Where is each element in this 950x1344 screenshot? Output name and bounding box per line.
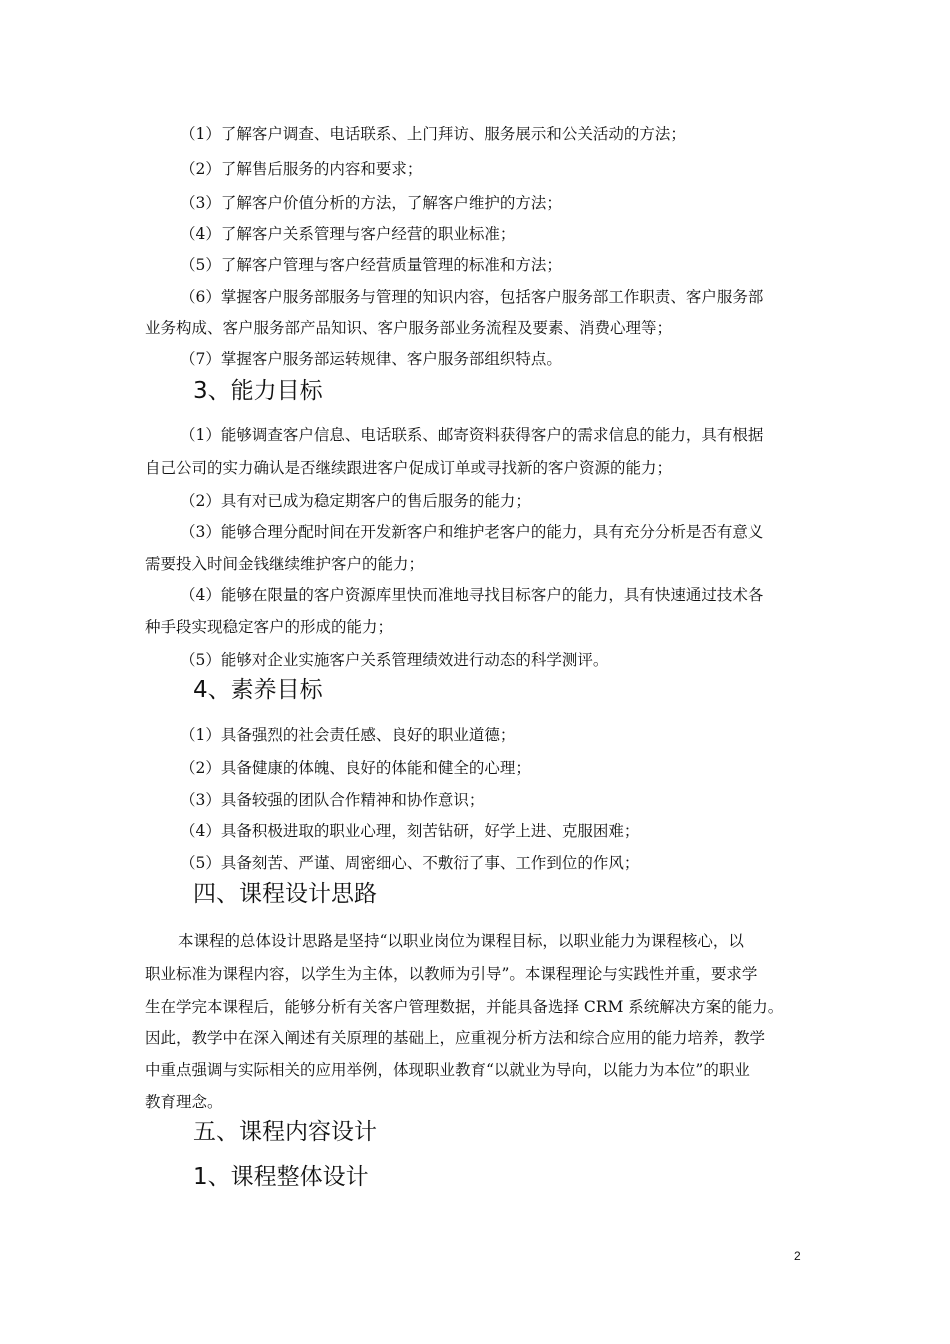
knowledge-item: 业务构成、客户服务部产品知识、客户服务部业务流程及要素、消费心理等； bbox=[145, 319, 673, 337]
quality-item: （3）具备较强的团队合作精神和协作意识； bbox=[180, 791, 485, 809]
design-paragraph-line: 生在学完本课程后，能够分析有关客户管理数据，并能具备选择 CRM 系统解决方案的能力。 bbox=[145, 998, 784, 1016]
page-number: 2 bbox=[794, 1249, 801, 1263]
knowledge-item: （4）了解客户关系管理与客户经营的职业标准； bbox=[180, 225, 516, 243]
design-paragraph-line: 因此，教学中在深入阐述有关原理的基础上，应重视分析方法和综合应用的能力培养，教学 bbox=[145, 1029, 766, 1047]
knowledge-item: （7）掌握客户服务部运转规律、客户服务部组织特点。 bbox=[180, 350, 562, 368]
design-paragraph-line: 本课程的总体设计思路是坚持“以职业岗位为课程目标，以职业能力为课程核心，以 bbox=[178, 932, 744, 950]
section-heading-quality: 4、素养目标 bbox=[193, 677, 323, 703]
quality-item: （2）具备健康的体魄、良好的体能和健全的心理； bbox=[180, 759, 531, 777]
ability-item: 自己公司的实力确认是否继续跟进客户促成订单或寻找新的客户资源的能力； bbox=[145, 459, 673, 477]
quality-item: （1）具备强烈的社会责任感、良好的职业道德； bbox=[180, 726, 516, 744]
knowledge-item: （5）了解客户管理与客户经营质量管理的标准和方法； bbox=[180, 256, 562, 274]
design-paragraph-line: 中重点强调与实际相关的应用举例，体现职业教育“以就业为导向，以能力为本位”的职业 bbox=[145, 1061, 750, 1079]
section-heading-content-design: 五、课程内容设计 bbox=[193, 1119, 377, 1145]
ability-item: （3）能够合理分配时间在开发新客户和维护老客户的能力，具有充分分析是否有意义 bbox=[180, 523, 764, 541]
knowledge-item: （1）了解客户调查、电话联系、上门拜访、服务展示和公关活动的方法； bbox=[180, 125, 686, 143]
ability-item: 种手段实现稳定客户的形成的能力； bbox=[145, 618, 394, 636]
ability-item: （1）能够调查客户信息、电话联系、邮寄资料获得客户的需求信息的能力，具有根据 bbox=[180, 426, 764, 444]
quality-item: （4）具备积极进取的职业心理，刻苦钻研，好学上进、克服困难； bbox=[180, 822, 640, 840]
section-heading-design-idea: 四、课程设计思路 bbox=[193, 881, 377, 907]
knowledge-item: （6）掌握客户服务部服务与管理的知识内容，包括客户服务部工作职责、客户服务部 bbox=[180, 288, 764, 306]
ability-item: （5）能够对企业实施客户关系管理绩效进行动态的科学测评。 bbox=[180, 651, 609, 669]
section-heading-overall-design: 1、课程整体设计 bbox=[193, 1164, 369, 1190]
knowledge-item: （2）了解售后服务的内容和要求； bbox=[180, 160, 423, 178]
knowledge-item: （3）了解客户价值分析的方法，了解客户维护的方法； bbox=[180, 194, 562, 212]
section-heading-ability: 3、能力目标 bbox=[193, 378, 323, 404]
quality-item: （5）具备刻苦、严谨、周密细心、不敷衍了事、工作到位的作风； bbox=[180, 854, 640, 872]
design-paragraph-line: 教育理念。 bbox=[145, 1093, 223, 1111]
design-paragraph-line: 职业标准为课程内容，以学生为主体，以教师为引导”。本课程理论与实践性并重，要求学 bbox=[145, 965, 758, 983]
ability-item: （2）具有对已成为稳定期客户的售后服务的能力； bbox=[180, 492, 531, 510]
ability-item: （4）能够在限量的客户资源库里快而准地寻找目标客户的能力，具有快速通过技术各 bbox=[180, 586, 764, 604]
ability-item: 需要投入时间金钱继续维护客户的能力； bbox=[145, 555, 425, 573]
